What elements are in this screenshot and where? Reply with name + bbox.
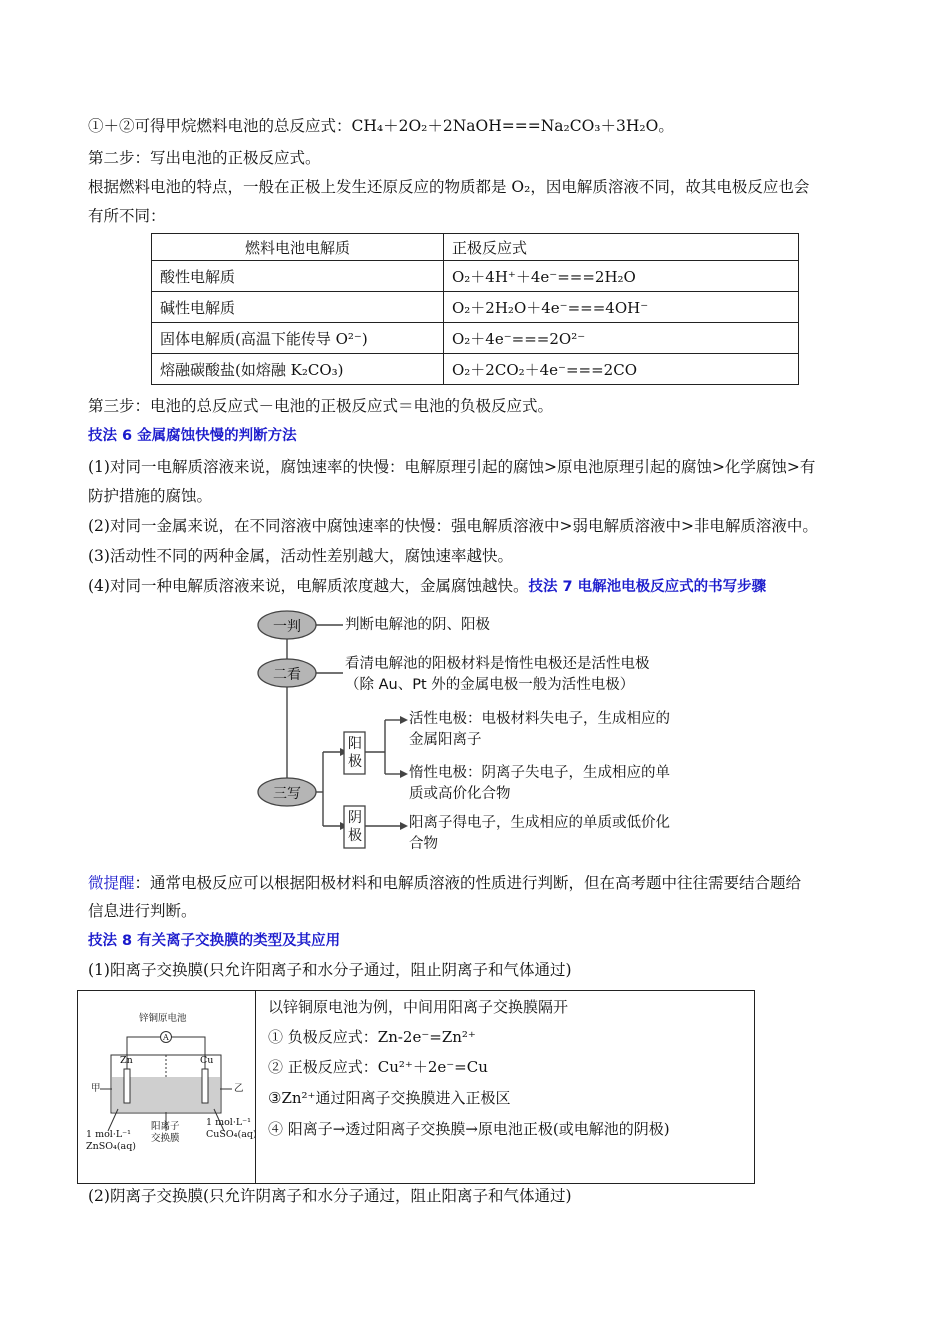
membrane-line: 以锌铜原电池为例，中间用阳离子交换膜隔开: [268, 998, 569, 1016]
paragraph-fuel-cell-b: 有所不同：: [88, 207, 166, 225]
left-solution-a: 1 mol·L⁻¹: [86, 1129, 131, 1140]
table-header-row: [152, 234, 799, 261]
step2-text-b: （除 Au、Pt 外的金属电极一般为活性电极）: [345, 677, 635, 693]
paragraph-corrosion-2: (2)对同一金属来说，在不同溶液中腐蚀速率的快慢：强电解质溶液中>弱电解质溶液中>非电解质溶液中。: [88, 517, 818, 535]
inert-electrode-a: 惰性电极：阴离子失电子，生成相应的单: [409, 765, 670, 781]
paragraph-corrosion-4: [88, 576, 766, 597]
paragraph-corrosion-1b: 防护措施的腐蚀。: [88, 487, 213, 505]
table-header-cell: 正极反应式: [444, 234, 799, 261]
reminder-label: 微提醒: [88, 874, 135, 892]
step2-text-a: 看清电解池的阳极材料是惰性电极还是活性电极: [345, 656, 650, 672]
paragraph-fuel-cell-a: 根据燃料电池的特点，一般在正极上发生还原反应的物质都是 O₂，因电解质溶液不同，故其电极反应也会: [88, 178, 810, 196]
cathode-label: 阴极: [348, 810, 362, 844]
figure-title: 锌铜原电池: [139, 1013, 187, 1024]
paragraph-reminder-a: [88, 873, 801, 893]
inert-electrode-b: 质或高价化合物: [409, 786, 511, 802]
anode-label: 阳极: [348, 736, 362, 770]
paragraph-cation-membrane: (1)阳离子交换膜(只允许阳离子和水分子通过，阻止阴离子和气体通过): [88, 961, 572, 979]
step3-label: 三写: [273, 786, 301, 802]
table-header-cell: 燃料电池电解质: [152, 234, 444, 261]
right-solution-b: CuSO₄(aq): [206, 1129, 257, 1140]
reminder-text: ：通常电极反应可以根据阳极材料和电解质溶液的性质进行判断，但在高考题中往往需要结合题给: [134, 874, 802, 892]
table-cell: O₂＋2CO₂＋4e⁻===2CO: [444, 354, 799, 385]
corrosion-4-text: (4)对同一种电解质溶液来说，电解质浓度越大，金属腐蚀越快。: [88, 577, 529, 595]
paragraph-corrosion-3: (3)活动性不同的两种金属，活动性差别越大，腐蚀速率越快。: [88, 547, 513, 565]
cathode-reaction-table: [151, 233, 799, 385]
heading-tip6: 技法 6 金属腐蚀快慢的判断方法: [88, 428, 297, 444]
step1-text: 判断电解池的阴、阳极: [345, 617, 490, 633]
table-cell: 固体电解质(高温下能传导 O²⁻): [152, 323, 444, 354]
membrane-line: ④ 阳离子→透过阳离子交换膜→原电池正极(或电解池的阴极): [268, 1120, 670, 1138]
table-cell: 碱性电解质: [152, 292, 444, 323]
cathode-text-a: 阳离子得电子，生成相应的单质或低价化: [409, 815, 670, 831]
step2-label: 二看: [273, 667, 301, 683]
membrane-example-table: [77, 990, 755, 1184]
left-cell-label: 甲: [91, 1083, 101, 1094]
step1-label: 一判: [273, 619, 301, 635]
membrane-line: ③Zn²⁺通过阳离子交换膜进入正极区: [268, 1089, 511, 1107]
ammeter-label: A: [163, 1033, 169, 1042]
paragraph-reminder-b: 信息进行判断。: [88, 902, 197, 920]
table-cell: 熔融碳酸盐(如熔融 K₂CO₃): [152, 354, 444, 385]
membrane-label-a: 阳离子: [151, 1121, 180, 1132]
paragraph-total-reaction: ①＋②可得甲烷燃料电池的总反应式：CH₄＋2O₂＋2NaOH===Na₂CO₃＋3H₂O。: [88, 117, 674, 135]
membrane-label-b: 交换膜: [151, 1133, 180, 1144]
heading-tip7: 技法 7 电解池电极反应式的书写步骤: [528, 579, 767, 595]
table-cell: O₂＋4H⁺＋4e⁻===2H₂O: [444, 261, 799, 292]
right-solution-a: 1 mol·L⁻¹: [206, 1117, 251, 1128]
table-row: [152, 292, 799, 323]
active-electrode-b: 金属阳离子: [409, 732, 482, 748]
table-row: [152, 323, 799, 354]
table-cell: O₂＋4e⁻===2O²⁻: [444, 323, 799, 354]
table-row: [152, 354, 799, 385]
zn-label: Zn: [120, 1055, 133, 1066]
table-cell: 酸性电解质: [152, 261, 444, 292]
paragraph-anion-membrane: (2)阴离子交换膜(只允许阴离子和水分子通过，阻止阳离子和气体通过): [88, 1187, 572, 1205]
cathode-text-b: 合物: [409, 836, 438, 852]
paragraph-step3: 第三步：电池的总反应式－电池的正极反应式＝电池的负极反应式。: [88, 397, 554, 415]
active-electrode-a: 活性电极：电极材料失电子，生成相应的: [409, 711, 670, 727]
paragraph-corrosion-1a: (1)对同一电解质溶液来说，腐蚀速率的快慢：电解原理引起的腐蚀>原电池原理引起的腐蚀>化学腐蚀>有: [88, 458, 816, 476]
cu-label: Cu: [200, 1055, 214, 1066]
left-solution-b: ZnSO₄(aq): [86, 1141, 136, 1152]
galvanic-cell-figure: [78, 991, 256, 1183]
heading-tip8: 技法 8 有关离子交换膜的类型及其应用: [88, 933, 341, 949]
electrolysis-flowchart: [255, 606, 715, 858]
table-cell: O₂＋2H₂O＋4e⁻===4OH⁻: [444, 292, 799, 323]
cu-electrode: [202, 1069, 208, 1103]
zn-electrode: [124, 1069, 130, 1103]
membrane-line: ② 正极反应式：Cu²⁺＋2e⁻=Cu: [268, 1058, 488, 1076]
table-row: [152, 261, 799, 292]
paragraph-step2: 第二步：写出电池的正极反应式。: [88, 149, 321, 167]
right-cell-label: 乙: [234, 1083, 244, 1094]
membrane-line: ① 负极反应式：Zn-2e⁻=Zn²⁺: [268, 1028, 476, 1046]
